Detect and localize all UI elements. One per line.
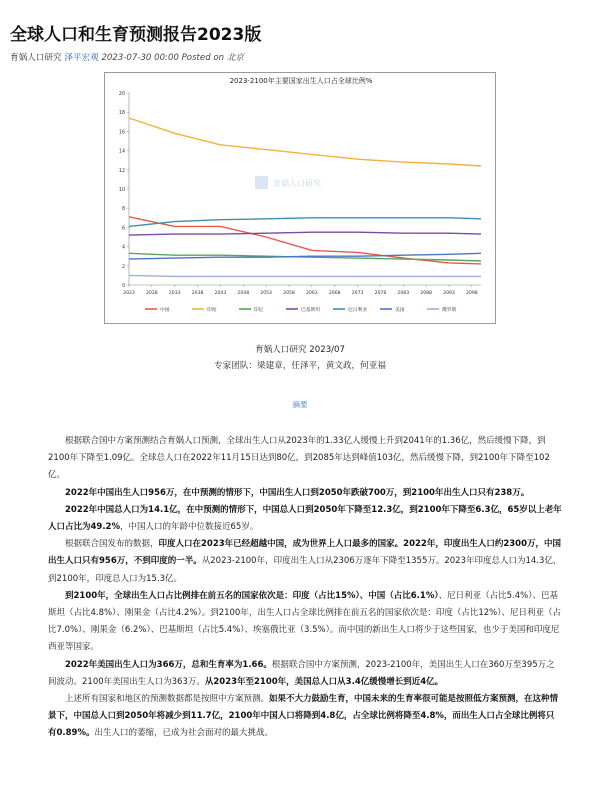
watermark-logo bbox=[255, 176, 268, 189]
y-tick-label: 12 bbox=[118, 168, 125, 174]
article-meta bbox=[10, 51, 244, 63]
bold-text: 2022年美国出生人口为366万，总和生育率为1.66。 bbox=[65, 659, 272, 670]
legend-label: 印度 bbox=[207, 308, 217, 313]
publish-datetime: 2023-07-30 00:00 bbox=[101, 53, 179, 63]
paragraph bbox=[48, 485, 562, 502]
paragraph bbox=[48, 657, 562, 691]
caption-org-date: 育娲人口研究 2023/07 bbox=[255, 345, 345, 355]
bold-text: 2022年中国出生人口956万，在中预测的情形下，中国出生人口到2050年跌破700万，到2100年出生人口只有238万。 bbox=[65, 487, 530, 498]
x-tick-label: 2023 bbox=[123, 291, 135, 296]
bold-text: 到2100年，全球出生人口占比例排在前五名的国家依次是：印度（占比15%）、中国（占比6.1%） bbox=[65, 590, 439, 601]
chart-title: 2023-2100年主要国家出生人口占全球比例% bbox=[229, 77, 373, 85]
text-run: ，中国人口的年龄中位数接近65岁。 bbox=[120, 522, 259, 533]
source-name: 育娲人口研究 bbox=[10, 53, 62, 63]
paragraph bbox=[48, 588, 562, 657]
series-line-4 bbox=[129, 218, 481, 227]
bold-text: 从2023年至2100年，美国总人口从3.4亿缓慢增长到近4亿。 bbox=[204, 676, 444, 687]
y-tick-label: 16 bbox=[118, 130, 125, 136]
legend-label: 尼日利亚 bbox=[348, 308, 368, 313]
y-tick-label: 20 bbox=[118, 92, 125, 97]
text-run: 上述所有国家和地区的预测数据都是按照中方案预测。 bbox=[65, 694, 270, 705]
x-tick-label: 2098 bbox=[466, 291, 478, 296]
y-tick-label: 0 bbox=[121, 284, 125, 289]
y-tick-label: 14 bbox=[118, 149, 125, 155]
abstract-heading: 摘要 bbox=[292, 400, 308, 409]
text-run: 根据联合国中方案预测结合育娲人口预测，全球出生人口从2023年的1.33亿人缓慢上升到2041年的1.36亿，然后缓慢下降，到2100年下降至1.09亿。全球总人口在2022年11月15日达到80亿，到2085年达到峰值103亿，然后缓慢下降，到2100年下降至102亿。 bbox=[48, 436, 550, 481]
legend-label: 美国 bbox=[395, 308, 405, 313]
paragraph bbox=[48, 433, 562, 485]
series-line-3 bbox=[129, 232, 481, 235]
caption-expert-team: 专家团队：梁建章，任泽平，黄文政，何亚福 bbox=[214, 361, 386, 371]
x-tick-label: 2048 bbox=[237, 291, 250, 296]
text-run: 根据联合国发布的数据， bbox=[65, 539, 159, 550]
text-run: 出生人口的萎缩，已成为社会面对的最大挑战。 bbox=[94, 728, 274, 739]
y-tick-label: 18 bbox=[118, 111, 125, 117]
series-line-1 bbox=[129, 118, 481, 166]
x-tick-label: 2038 bbox=[191, 291, 204, 296]
x-tick-label: 2093 bbox=[443, 291, 455, 296]
y-tick-label: 10 bbox=[118, 188, 125, 193]
x-tick-label: 2088 bbox=[420, 291, 432, 296]
y-tick-label: 2 bbox=[121, 264, 125, 270]
legend-label: 巴基斯坦 bbox=[301, 308, 321, 313]
x-tick-label: 2058 bbox=[283, 291, 295, 296]
text-run: 根据联合国中方案预测，2023-2100年，美国出生人口在360万至395万之间波动。2100年美国出生人口为363万。 bbox=[48, 659, 555, 687]
x-tick-label: 2068 bbox=[328, 291, 341, 296]
legend-label: 印尼 bbox=[254, 308, 264, 313]
series-line-5 bbox=[129, 253, 481, 259]
paragraph bbox=[48, 536, 562, 588]
author-link[interactable]: 泽平宏观 bbox=[64, 53, 99, 63]
page-title: 全球人口和生育预测报告2023版 bbox=[10, 25, 262, 45]
posted-location: Posted on 北京 bbox=[181, 53, 245, 63]
x-tick-label: 2078 bbox=[374, 291, 387, 296]
x-tick-label: 2053 bbox=[260, 291, 272, 296]
x-tick-label: 2083 bbox=[397, 291, 410, 296]
x-tick-label: 2063 bbox=[306, 291, 318, 296]
y-tick-label: 8 bbox=[121, 207, 125, 213]
bold-text: 如果不大力鼓励生育，中国未来的生育率很可能是按照低方案预测，在这种情景下，中国总人口到2050年将减少到11.7亿，2100年中国人口将降到4.8亿，占全球比例将降至4.8%，而出生人口占全球比例将只有0.89%。 bbox=[48, 694, 559, 739]
chart-svg bbox=[105, 73, 497, 325]
text-run: 、尼日利亚（占比5.4%）、巴基斯坦（占比4.8%）、刚果金（占比4.2%）。到2100年，出生人口占全球比例排在前五名的国家依次是：印度（占比12%）、尼日利亚（占比7.0%）、刚果金（6.2%）、巴基斯坦（占比5.4%）、埃塞俄比亚（3.5%）。而中国的新出生人口将少于这些国家，也少于美国和印度尼西亚等国家。 bbox=[48, 590, 561, 653]
x-tick-label: 2033 bbox=[168, 291, 181, 296]
chart-watermark: 育娲人口研究 bbox=[273, 179, 321, 188]
bold-text: 印度人口在2023年已经超越中国，成为世界上人口最多的国家。2022年，印度出生人口约2300万，中国出生人口只有956万，不到印度的一半。 bbox=[48, 539, 561, 567]
text-run: 从2023-2100年，印度出生人口从2306万逐年下降至1355万。2023年印度总人口为14.3亿，到2100年，印度总人口为15.3亿。 bbox=[48, 556, 562, 584]
series-line-6 bbox=[129, 275, 481, 276]
x-tick-label: 2073 bbox=[351, 291, 364, 296]
article-body bbox=[48, 433, 562, 743]
birth-share-chart bbox=[104, 72, 496, 324]
x-tick-label: 2043 bbox=[214, 291, 227, 296]
x-tick-label: 2028 bbox=[146, 291, 158, 296]
bold-text: 2022年中国总人口为14.1亿，在中预测的情形下，中国总人口到2050年下降至12.3亿，到2100年下降至6.3亿，65岁以上老年人口占比为49.2% bbox=[48, 504, 562, 533]
paragraph bbox=[48, 691, 562, 743]
y-tick-label: 4 bbox=[121, 245, 125, 251]
paragraph bbox=[48, 502, 562, 536]
legend-label: 俄罗斯 bbox=[442, 308, 457, 313]
legend-label: 中国 bbox=[160, 308, 170, 313]
y-tick-label: 6 bbox=[121, 226, 125, 232]
